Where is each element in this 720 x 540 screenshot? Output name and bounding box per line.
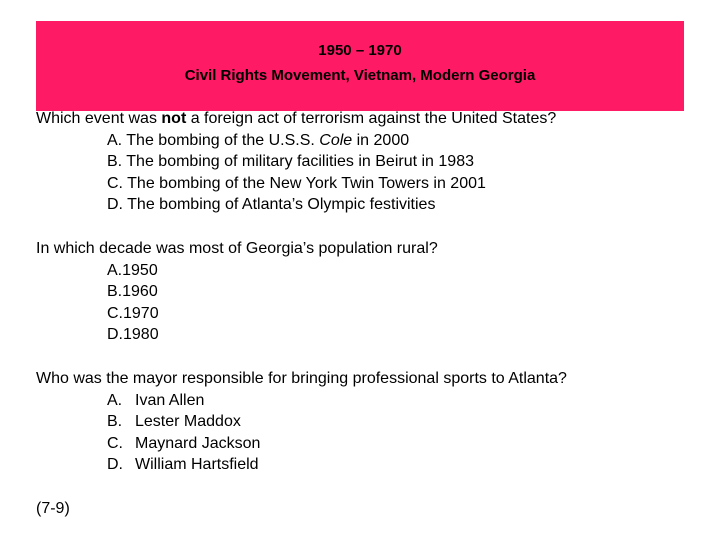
option-text: William Hartsfield (135, 456, 259, 473)
option-text: Ivan Allen (135, 391, 205, 409)
banner-date-range: 1950 – 1970 (318, 42, 402, 59)
option-a-after: in 2000 (352, 131, 410, 149)
title-banner (36, 21, 684, 111)
question-3-option-d (36, 454, 567, 476)
question-1-prefix: Which event was (36, 110, 162, 127)
question-3-option-b (36, 411, 567, 433)
question-3-text: Who was the mayor responsible for bringing professional sports to Atlanta? (36, 370, 567, 387)
banner-topics: Civil Rights Movement, Vietnam, Modern Georgia (184, 67, 536, 84)
question-2-option-d: D.1980 (107, 326, 159, 343)
question-1-option-d: D. The bombing of Atlanta’s Olympic festivities (107, 196, 436, 213)
option-a-before: A. The bombing of the U.S.S. (107, 131, 320, 149)
question-1-option-c: C. The bombing of the New York Twin Towers in 2001 (107, 174, 486, 192)
option-letter: D. (107, 456, 123, 473)
option-letter: A. (107, 391, 123, 409)
option-text: Lester Maddox (135, 413, 241, 430)
option-a-italic: Cole (319, 131, 353, 149)
question-1-option-a (36, 130, 556, 152)
option-letter: B. (107, 413, 123, 430)
question-2-option-c: C.1970 (107, 304, 159, 322)
question-3-option-c (36, 433, 567, 455)
option-letter: C. (107, 434, 123, 452)
question-2 (36, 238, 438, 346)
question-1-text (36, 108, 556, 130)
option-text: Maynard Jackson (135, 434, 261, 452)
question-3 (36, 368, 567, 476)
question-1-suffix: a foreign act of terrorism against the United States? (186, 110, 557, 127)
question-3-option-a (36, 390, 567, 412)
question-1 (36, 108, 556, 216)
question-2-text: In which decade was most of Georgia’s population rural? (36, 240, 438, 257)
question-1-emphasis: not (161, 110, 187, 127)
question-1-option-b: B. The bombing of military facilities in Beirut in 1983 (107, 153, 474, 170)
page-number: (7-9) (36, 500, 70, 517)
question-2-option-b: B.1960 (107, 283, 158, 300)
question-2-option-a: A.1950 (107, 261, 158, 279)
